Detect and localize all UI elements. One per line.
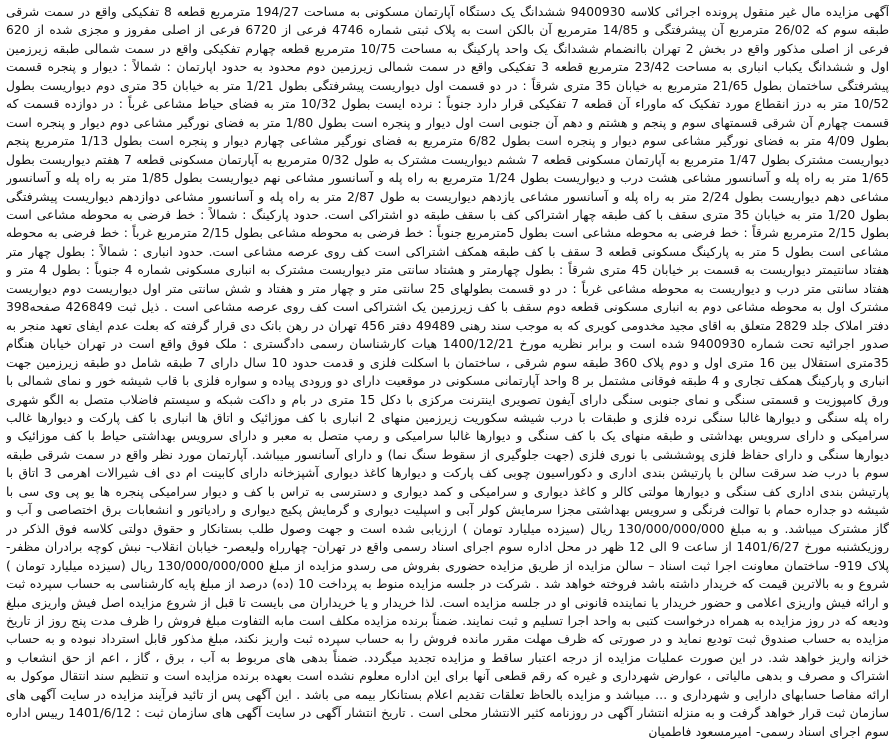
notice-body-text: آگهی مزایده مال غیر منقول پرونده اجرائی کلاسه 9400930 ششدانگ یک دستگاه آپارتمان مسکونی به مساحت 194/27 مترمربع قطعه 8 تفکیکی واقع در سمت شرقی طبقه سوم که 26/02 مترمربع آن پیشرفتگی و 14/85 مترمربع آن بالکن است به پلاک ثبتی شماره 4746 فرعی از 6720 فرعی از اصلی مفروز و مجزی شده از 620 فرعی از اصلی مذکور واقع در بخش 2 تهران باانضمام ششدانگ یک واحد پارکینگ به مساحت 10/75 مترمربع قطعه چهارم تفکیکی واقع در سمت شمالی طبقه زیرزمین اول و ششدانگ یکباب انباری به مساحت 23/42 مترمربع قطعه 3 تفکیکی واقع در سمت شمالی زیرزمین دوم محدود به حدود اپارتمان : شمالاً : دیوار و پنجره قسمت پیشرفتگی ساختمان بطول 21/65 مترمربع به خیابان 35 متری شرقاً : در دو قسمت اول دیواریست پیشرفتگی بطول 1/21 متر به خیابان 35 متری دوم دیواریست بطول 10/52 متر به درز انقطاع مورد تفکیک که ماوراء آن قطعه 7 تفکیکی قرار دارد جنوباً : نرده ایست بطول 10/32 متر به فضای حیاط مشاعی غرباً : در دوازده قسمت که قسمت چهارم آن شرقی قسمتهای سوم و پنجم و هشتم و دهم آن جنوبی است اول دیوار و پنجره است بطول 1/80 متر به فضای نورگیر مشاعی دوم دیوار و پنجره است بطول 4/09 متر به فضای نورگیر مشاعی سوم دیوار و پنجره است بطول 6/82 مترمربع به فضای نورگیر مشاعی چهارم دیوار و پنجره است بطول 1/13 مترمربع پنجم دیواریست مشترک بطول 1/47 مترمربع به آپارتمان مسکونی قطعه 7 ششم دیواریست مشترک به طول 0/32 مترمربع به آپارتمان مسکونی قطعه 7 هفتم دیواریست بطول 1/65 متر به راه پله و آسانسور مشاعی هشت درب و دیواریست بطول 1/24 مترمربع به راه پله و آسانسور مشاعی نهم دیواریست بطول 1/85 متر به راه پله و آسانسور مشاعی دهم دیواریست بطول 2/24 متر به راه پله و آسانسور مشاعی یازدهم دیواریست به طول 2/87 متر به راه پله و آسانسور مشاعی دوازدهم دیواریست پیشرفتگی بطول 1/20 متر به خیابان 35 متری سقف با کف طبقه چهار اشتراکی کف با سقف طبقه دو اشتراکی است. حدود پارکینگ : شمالاً : خط فرضی به محوطه مشاعی است بطول 2/15 مترمربع شرقاً : خط فرضی به محوطه مشاعی است بطول 5مترمربع جنوباً : خط فرضی به محوطه مشاعی بطول 2/15 مترمربع غرباً : خط فرضی به محوطه مشاعی است بطول 5 متر به پارکینگ مسکونی قطعه 3 سقف با کف طبقه همکف اشتراکی است کف روی عرصه مشاعی است. حدود انباری : شمالاً : بطول چهار متر هفتاد سانتیمتر دیواریست به قسمت بر خیابان 45 متری شرقاً : بطول چهارمتر و هشتاد سانتی متر دیواریست مشترک به انباری مسکونی شماره 4 جنوباً : بطول 4 متر و هفتاد سانتی متر درب و دیواریست به محوطه مشاعی غرباً : در دو قسمت بطولهای 25 سانتی متر و چهار متر و هفتاد و شش سانتی متر اول دیواریست دوم دیواریست مشترک اول به محوطه مشاعی دوم به انباری مسکونی قطعه دوم سقف با کف زیرزمین یک اشتراکی است کف روی عرصه مشاعی است . ذیل ثبت 426849 صفحه398 دفتر املاک جلد 2829 متعلق به اقای مجید مخدومی کویری که به موجب سند رهنی 49489 دفتر 456 تهران در رهن بانک دی قرار گرفته که بعلت عدم ایفای تعهد منجر به صدور اجرائیه تحت شماره 9400930 شده است و برابر نظریه مورخ 1400/12/21 هیات کارشناسان رسمی دادگستری : ملک فوق واقع است در تهران خیابان هنگام 35متری استقلال بین 16 متری اول و دوم پلاک 360 طبقه سوم شرقی ، ساختمان با اسکلت فلزی و قدمت حدود 10 سال دارای 7 طبقه شامل دو طبقه زیرزمین جهت انباری و پارکینگ همکف تجاری و 4 طبقه فوقانی مشتمل بر 8 واحد آپارتمانی مسکونی در موقعیت دارای دو ورودی پیاده و سواره فلزی با قاب شیشه خور و نمای شمالی با ورق کامپوزیت و قسمتی سنگی و نمای جنوبی سنگی دارای آیفون تصویری اینترنت مرکزی با دکل 15 متری در بام و داکت شبکه و سیستم فاضلاب متصل به الگو شهری راه پله سنگی و دیوارها غالبا سنگی نرده فلزی و طبقات با درب شیشه سکوریت زیرزمین منهای 2 انباری با کف موزائیک و اتاق ها انباری با کف پارکت و دیوارها غالب سرامیکی و دارای سرویس بهداشتی و طبقه منهای یک با کف سنگی و دیوارها غالبا سرامیکی و رمپ متصل به معبر و دارای سرویس بهداشتی حیاط با کف موزائیک و دیوارها سنگی و دارای حفاظ فلزی پوشششی با نوری فلزی (جهت جلوگیری از سقوط سنگ نما) و دارای آسانسور میباشد. آپارتمان مورد نظر واقع در سمت شرقی طبقه سوم با درب ضد سرقت سالن با پارتیشن بندی اداری و دکوراسیون چوبی کف پارکت و دیوارها کاغذ دیواری آشپزخانه دارای کابینت ام دی اف شیرالات اهرمی 3 اتاق با پارتیشن بندی اداری کف سنگی و دیوارها مولتی کالر و کاغذ دیواری و سرامیکی و کمد دیواری و دسترسی به تراس با کف و دیوار سرامیکی پنجره ها یو پی وی سی با شیشه دو جداره حمام با توالت فرنگی و سرویس بهداشتی مجزا سرمایش کولر آبی و اسپلیت دیواری و گرمایش پکیج دیواری و رادیاتور و انشعابات برق اختصاصی و آب و گاز مشترک میباشد. و به مبلغ 130/000/000/000 ریال (سیزده میلیارد تومان ) ارزیابی شده است و جهت وصول طلب بستانکار و حقوق دولتی کلاسه فوق الذکر در روزیکشنبه مورخ 1401/6/27 از ساعت 9 الی 12 ظهر در محل اداره سوم اجرای اسناد رسمی واقع در تهران- چهارراه ولیعصر- خیابان انقلاب- نبش کوچه برادران مظفر- پلاک 919- ساختمان معاونت اجرا ثبت اسناد – سالن مزایده از طریق مزایده حضوری بفروش می رسدو مزایده از مبلغ 130/000/000/000 ریال (سیزده میلیارد تومان ) شروع و به بالاترین قیمت که خریدار داشته باشد فروخته خواهد شد . شرکت در جلسه مزایده منوط به پرداخت 10 (ده) درصد از مبلغ پایه کارشناسی به حساب سپرده ثبت و ارائه فیش واریزی اعلامی و حضور خریدار یا نماینده قانونی او در جلسه مزایده است. لذا خریدار و یا خریداران می بایست تا قبل از شروع مزایده اصل فیش واریزی مبلغ ودیعه که در روز مزایده به همراه درخواست کتبی به واحد اجرا تسلیم و ثبت نمایند. ضمناً برنده مزایده مکلف است مابه التفاوت مبلغ فروش را ظرف مدت پنج روز از تاریخ مزایده به حساب صندوق ثبت تودیع نماید و در صورتی که ظرف مهلت مقرر مانده فروش را به حساب سپرده ثبت واریز نکند، مبلغ مذکور قابل استرداد نبوده و به حساب خزانه واریز خواهد شد. در این صورت عملیات مزایده از درجه اعتبار ساقط و مزایده تجدید میگردد. ضمناً بدهی های مربوط به آب ، برق ، گاز ، اعم از حق انشعاب و اشتراک و مصرف و بدهی مالیاتی ، عوارض شهرداری و غیره که رقم قطعی آنها برای این اداره معلوم نشده است بعهده برنده مزایده است و تنظیم سند انتقال موکول به ارائه مفاصا حسابهای دارایی و شهرداری و … میباشد و مزایده بالحاظ تعلقات تقدیم اعلام بستانکار بیمه می باشد . این آگهی پس از تائید فرآیند مزایده در سایت آگهی های سازمان ثبت قرار خواهد گرفت و به منزله انتشار آگهی در روزنامه کثیر الانتشار محلی است . تاریخ انتشار آگهی در سایت آگهی های سازمان ثبت : 1401/6/12 رییس اداره سوم اجرای اسناد رسمی- امیرمسعود فاطمیان	[6, 5, 889, 739]
auction-notice	[6, 3, 889, 749]
